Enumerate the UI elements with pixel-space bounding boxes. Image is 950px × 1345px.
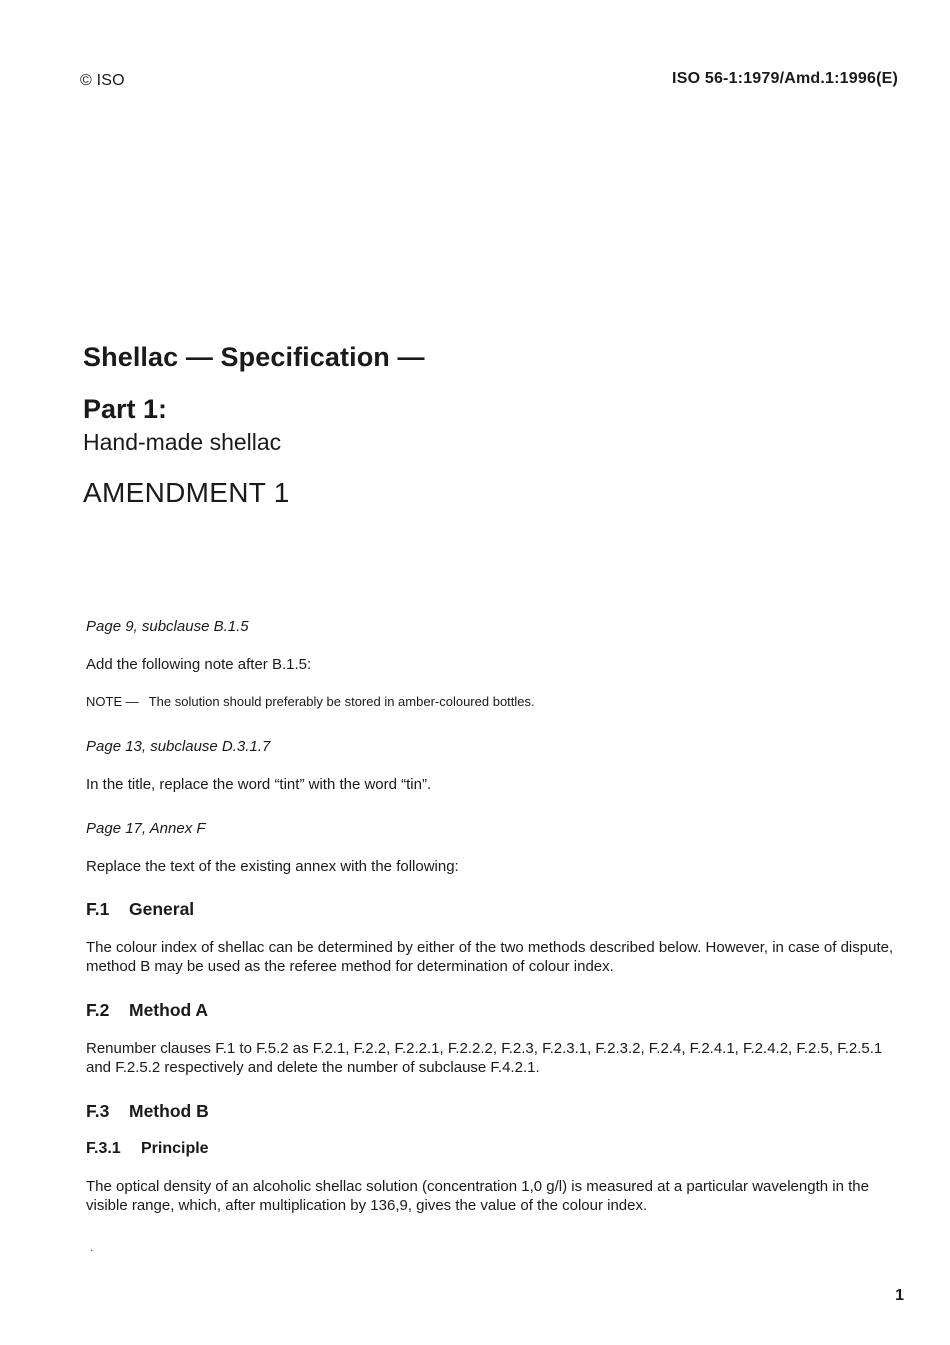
heading-f3 bbox=[86, 1101, 209, 1122]
heading-f1-number: F.1 bbox=[86, 899, 110, 919]
stray-mark: . bbox=[90, 1240, 94, 1254]
paragraph-f1: The colour index of shellac can be determined by either of the two methods described below. However, in case of dispute, method B may be used as the referee method for determination of colour index. bbox=[86, 939, 894, 975]
heading-f1-title: General bbox=[129, 899, 195, 919]
heading-f3-number: F.3 bbox=[86, 1101, 110, 1121]
paragraph-f2: Renumber clauses F.1 to F.5.2 as F.2.1, F.2.2, F.2.2.1, F.2.2.2, F.2.3, F.2.3.1, F.2.3.2, F.2.4, F.2.4.1, F.2.4.2, F.2.5, F.2.5.1 and F.2.5.2 respectively and delete the number of subclause F.4.2.1. bbox=[86, 1040, 883, 1076]
heading-f2 bbox=[86, 1000, 208, 1021]
instruction-replace-word: In the title, replace the word “tint” with the word “tin”. bbox=[86, 776, 432, 793]
amendment-label: AMENDMENT 1 bbox=[83, 477, 290, 508]
part-number: Part 1: bbox=[83, 394, 168, 424]
heading-f31-title: Principle bbox=[141, 1140, 209, 1157]
note-label: NOTE — bbox=[86, 694, 139, 709]
note bbox=[86, 694, 535, 709]
heading-f3-title: Method B bbox=[129, 1101, 209, 1121]
header-copyright: © ISO bbox=[80, 72, 125, 89]
paragraph-f31: The optical density of an alcoholic shellac solution (concentration 1,0 g/l) is measured at a particular wavelength in the visible range, which, after multiplication by 136,9, gives the value of the colour index. bbox=[86, 1178, 869, 1214]
note-text: The solution should preferably be stored in amber-coloured bottles. bbox=[148, 694, 535, 709]
part-subtitle: Hand-made shellac bbox=[83, 429, 282, 455]
heading-f31 bbox=[86, 1140, 209, 1158]
heading-f2-number: F.2 bbox=[86, 1000, 110, 1020]
document-title: Shellac — Specification — bbox=[83, 342, 425, 372]
header-document-number: ISO 56-1:1979/Amd.1:1996(E) bbox=[672, 70, 898, 87]
reference-page-17: Page 17, Annex F bbox=[86, 820, 206, 837]
heading-f1 bbox=[86, 899, 194, 920]
reference-page-13: Page 13, subclause D.3.1.7 bbox=[86, 738, 271, 755]
page-number: 1 bbox=[895, 1287, 904, 1304]
heading-f31-number: F.3.1 bbox=[86, 1140, 121, 1157]
instruction-add-note: Add the following note after B.1.5: bbox=[86, 656, 312, 673]
heading-f2-title: Method A bbox=[129, 1000, 209, 1020]
reference-page-9: Page 9, subclause B.1.5 bbox=[86, 618, 249, 635]
instruction-replace-annex: Replace the text of the existing annex with the following: bbox=[86, 858, 459, 875]
